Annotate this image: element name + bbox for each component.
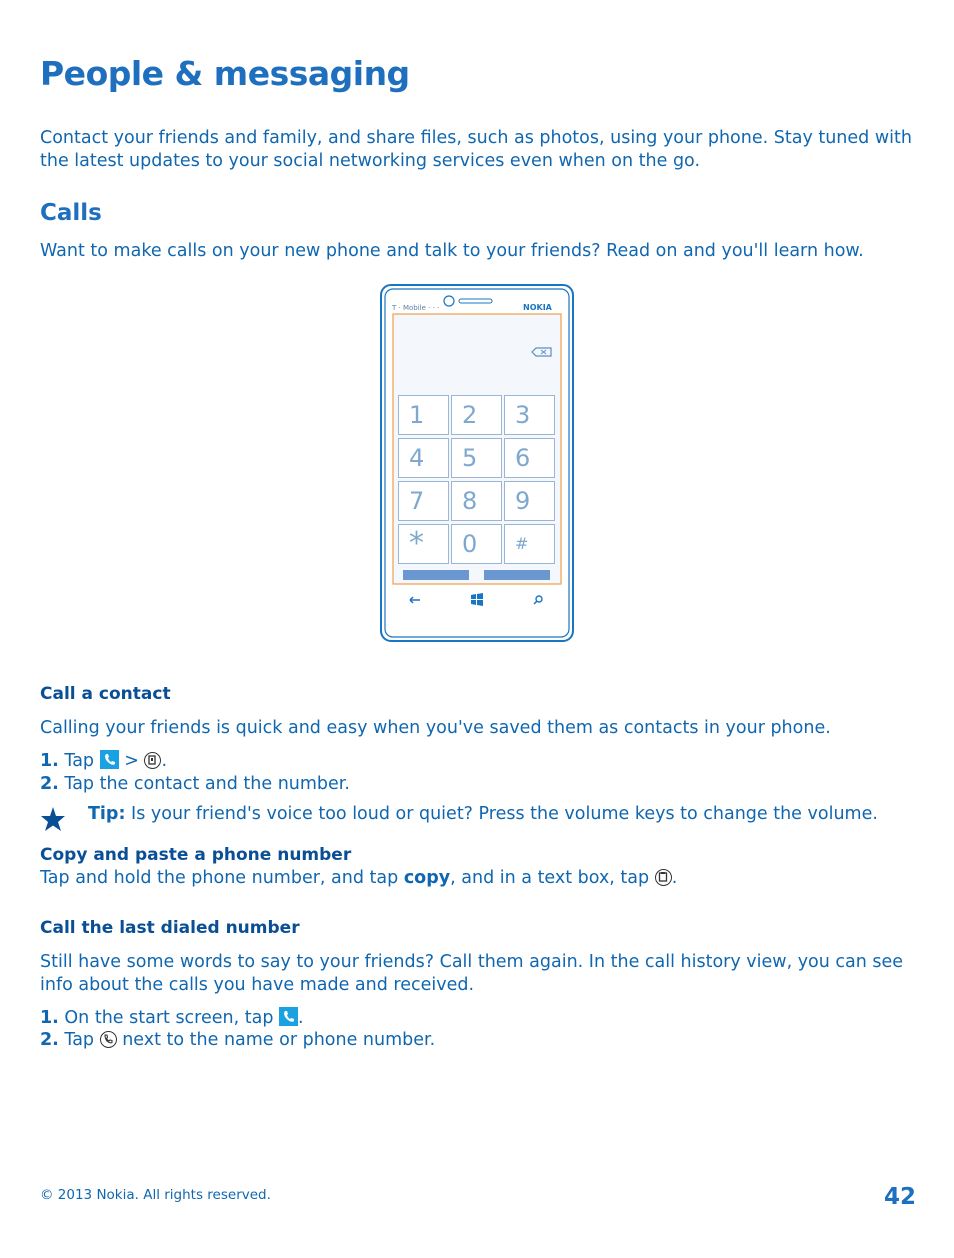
intro-paragraph: Contact your friends and family, and share files, such as photos, using your phone. Stay tuned with the latest updates to your social networking services even when on the go.: [40, 128, 912, 171]
dialpad-key: 4: [398, 438, 449, 478]
phone-illustration: [380, 284, 574, 642]
carrier-label: T · Mobile · · ·: [392, 304, 440, 312]
last-dialed-intro: Still have some words to say to your friends? Call them again. In the call history view, you can see info about the calls you have made and received.: [40, 952, 904, 995]
call-contact-step-2: [40, 773, 920, 796]
call-icon: [100, 1031, 117, 1048]
nokia-logo: NOKIA: [523, 303, 552, 312]
step-number: 1.: [40, 1008, 59, 1028]
calls-heading: Calls: [40, 200, 102, 226]
phone-tile-icon: [279, 1007, 298, 1026]
dialpad-key: 9: [504, 481, 555, 521]
calls-intro: Want to make calls on your new phone and talk to your friends? Read on and you'll learn how.: [40, 241, 864, 261]
dialpad-key: 6: [504, 438, 555, 478]
tip-text: Is your friend's voice too loud or quiet? Press the volume keys to change the volume.: [131, 804, 878, 824]
dialpad: [398, 395, 558, 567]
call-contact-heading: Call a contact: [40, 684, 171, 704]
step-text-end: next to the name or phone number.: [122, 1030, 436, 1050]
star-icon: [40, 806, 66, 836]
call-contact-intro: Calling your friends is quick and easy when you've saved them as contacts in your phone.: [40, 718, 831, 738]
step-text: On the start screen, tap: [64, 1008, 274, 1028]
step-text: Tap: [64, 751, 95, 771]
dialpad-key: 7: [398, 481, 449, 521]
page-title: People & messaging: [40, 54, 410, 93]
step-number: 1.: [40, 751, 59, 771]
dialpad-key: *: [398, 524, 449, 564]
copy-paste-text-pre: Tap and hold the phone number, and tap: [40, 868, 399, 888]
copy-paste-text-end: .: [671, 868, 678, 888]
last-dialed-step-2: [40, 1029, 920, 1052]
paste-icon: [655, 869, 672, 886]
step-end: .: [298, 1008, 304, 1028]
dialpad-key: #: [504, 524, 555, 564]
page-number: 42: [884, 1184, 917, 1210]
phone-tile-icon: [100, 750, 119, 769]
step-separator: >: [124, 751, 139, 771]
people-icon: [144, 752, 161, 769]
step-text: Tap: [64, 1030, 95, 1050]
tip-label: Tip:: [88, 804, 126, 824]
step-number: 2.: [40, 1030, 59, 1050]
step-text: Tap the contact and the number.: [64, 774, 350, 794]
last-dialed-heading: Call the last dialed number: [40, 918, 300, 938]
dialpad-key: 1: [398, 395, 449, 435]
last-dialed-step-1: [40, 1007, 920, 1030]
dialpad-key: 0: [451, 524, 502, 564]
step-number: 2.: [40, 774, 59, 794]
dialpad-key: 8: [451, 481, 502, 521]
call-contact-step-1: [40, 750, 920, 773]
step-end: .: [161, 751, 168, 771]
dialpad-key: 5: [451, 438, 502, 478]
copyright: © 2013 Nokia. All rights reserved.: [40, 1187, 271, 1203]
dialpad-key: 3: [504, 395, 555, 435]
dialpad-key: 2: [451, 395, 502, 435]
copy-paste-text: [40, 867, 920, 890]
copy-paste-text-mid: , and in a text box, tap: [450, 868, 650, 888]
copy-keyword: copy: [403, 868, 451, 888]
tip: [88, 803, 928, 826]
copy-paste-heading: Copy and paste a phone number: [40, 845, 352, 865]
